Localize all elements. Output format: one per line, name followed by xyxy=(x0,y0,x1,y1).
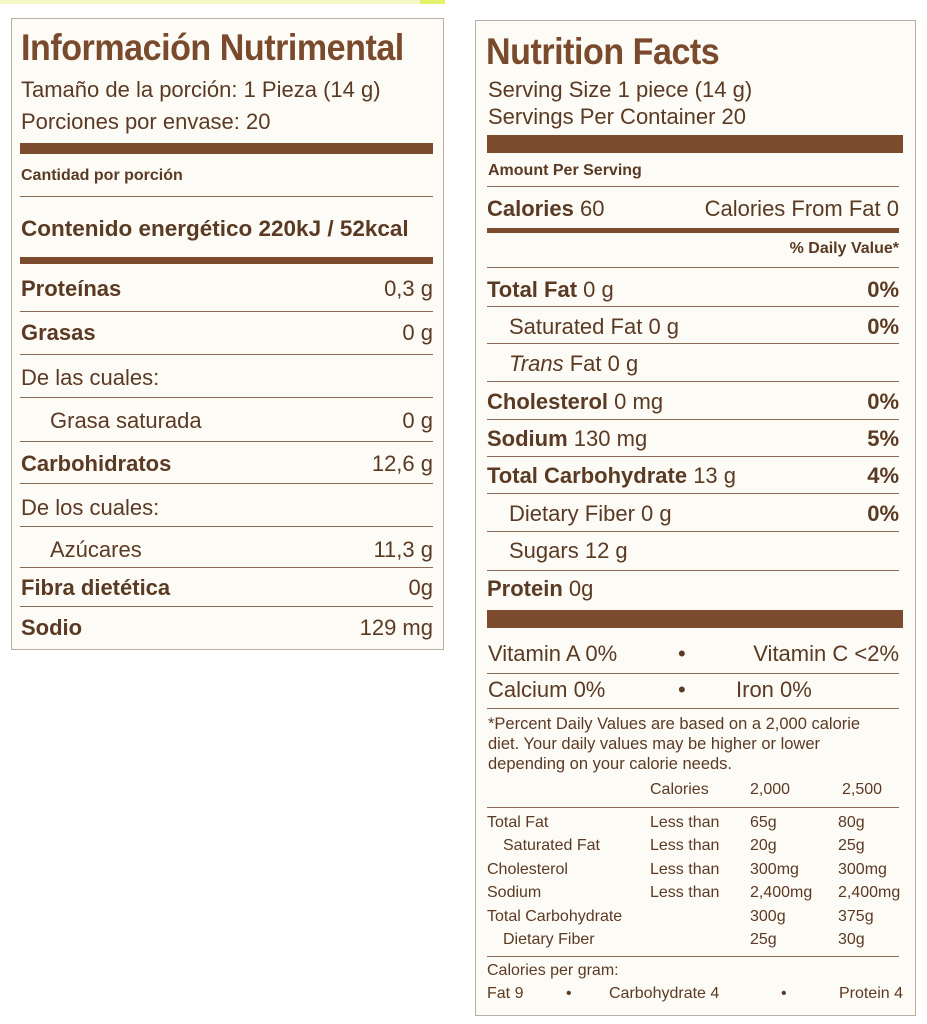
es-energy-content: Contenido energético 220kJ / 52kcal xyxy=(21,216,409,241)
en-footnote-line-1: *Percent Daily Values are based on a 2,000 calorie xyxy=(488,715,861,733)
es-row-label: Proteínas xyxy=(21,276,122,301)
en-row-label: Saturated Fat xyxy=(509,314,643,339)
en-dv-row-2000: 300g xyxy=(750,908,786,925)
en-dv-row-2500: 300mg xyxy=(838,861,887,878)
en-row-amount: 0 g xyxy=(641,501,672,526)
en-dv-row-label: Saturated Fat xyxy=(503,837,600,854)
en-vitamin-a: Vitamin A 0% xyxy=(488,641,618,666)
en-row-label: Protein xyxy=(487,576,563,601)
es-divider xyxy=(20,441,433,442)
es-divider xyxy=(20,354,433,355)
en-row-label: Sugars xyxy=(509,538,579,563)
es-row-label: Fibra dietética xyxy=(21,575,171,600)
en-title: Nutrition Facts xyxy=(486,31,720,72)
en-dv-row-label: Cholesterol xyxy=(487,861,568,878)
en-divider xyxy=(487,531,899,532)
en-dv-row-2000: 300mg xyxy=(750,861,799,878)
en-divider xyxy=(487,570,899,571)
en-dv-row-label: Total Fat xyxy=(487,814,549,831)
es-row-label: Azúcares xyxy=(50,537,142,562)
en-row-label: Trans xyxy=(509,351,564,376)
es-divider xyxy=(20,483,433,484)
en-daily-value-header: % Daily Value* xyxy=(789,240,899,257)
en-protein-4: Protein 4 xyxy=(838,985,903,1002)
es-divider xyxy=(20,606,433,607)
es-row-value: 0 g xyxy=(402,320,433,345)
es-serving-size: Tamaño de la porción: 1 Pieza (14 g) xyxy=(21,77,381,102)
en-divider xyxy=(487,267,899,268)
en-row-label: Cholesterol xyxy=(487,389,609,414)
en-row-dv: 4% xyxy=(867,463,899,488)
es-amount-per-serving: Cantidad por porción xyxy=(21,167,183,184)
en-divider xyxy=(487,708,899,709)
en-dv-row-2000: 20g xyxy=(750,837,777,854)
top-edge-accent xyxy=(420,0,445,4)
en-row-dv: 0% xyxy=(867,501,899,526)
en-calories-label: Calories xyxy=(487,196,574,221)
en-row-amount: 0 g xyxy=(648,314,680,339)
en-divider xyxy=(487,381,899,382)
en-divider xyxy=(487,343,899,344)
english-nutrition-panel xyxy=(475,20,916,1016)
en-thick-divider-2 xyxy=(487,610,903,628)
en-row-amount: 0g xyxy=(568,576,594,601)
spanish-nutrition-panel xyxy=(11,18,444,650)
es-row-value: 0,3 g xyxy=(384,276,433,301)
en-row-amount: 0 g xyxy=(583,277,614,302)
es-row-value: 12,6 g xyxy=(371,451,433,476)
en-dv-row-qualifier: Less than xyxy=(650,884,720,901)
en-servings-per-container: Servings Per Container 20 xyxy=(488,104,747,129)
en-thick-divider-1 xyxy=(487,135,903,153)
en-dv-row-qualifier: Less than xyxy=(650,861,720,878)
en-dv-row-2500: 2,400mg xyxy=(838,884,901,901)
en-dv-row-2500: 80g xyxy=(838,814,865,831)
en-row-label: Sodium xyxy=(487,426,568,451)
es-divider xyxy=(20,567,433,568)
es-thick-divider-2 xyxy=(20,257,433,264)
en-iron: Iron 0% xyxy=(736,677,812,702)
en-calcium: Calcium 0% xyxy=(488,677,606,702)
en-row-label: Total Carbohydrate xyxy=(487,463,688,488)
en-bullet: • xyxy=(678,677,686,702)
es-row-label: Grasa saturada xyxy=(50,408,202,433)
en-vitamin-c: Vitamin C <2% xyxy=(753,641,899,666)
en-dv-row-qualifier: Less than xyxy=(650,837,720,854)
en-row-dv: 5% xyxy=(867,426,899,451)
es-divider xyxy=(20,196,433,197)
en-bullet: • xyxy=(566,985,572,1002)
en-row-dv: 0% xyxy=(867,277,899,302)
en-row-amount: 0 mg xyxy=(614,389,664,414)
es-row-value: 129 mg xyxy=(359,615,433,640)
en-footnote-line-3: depending on your calorie needs. xyxy=(488,755,733,773)
en-bullet: • xyxy=(781,985,787,1002)
en-dv-row-label: Dietary Fiber xyxy=(503,931,595,948)
en-fat-9: Fat 9 xyxy=(487,985,524,1002)
en-dv-row-qualifier: Less than xyxy=(650,814,720,831)
es-row-value: 11,3 g xyxy=(373,537,433,562)
en-calories-per-gram: Calories per gram: xyxy=(487,962,619,979)
en-divider xyxy=(487,956,899,957)
en-dv-head-2500: 2,500 xyxy=(842,781,883,798)
es-row-label: De los cuales: xyxy=(21,495,160,520)
es-thick-divider-1 xyxy=(20,143,433,154)
en-divider xyxy=(487,306,899,307)
en-divider xyxy=(487,419,899,420)
es-row-label: De las cuales: xyxy=(21,365,160,390)
es-divider xyxy=(20,311,433,312)
en-calories-from-fat: Calories From Fat 0 xyxy=(704,196,899,221)
en-dv-row-2500: 375g xyxy=(838,908,874,925)
en-medium-divider xyxy=(487,228,899,233)
en-dv-row-label: Total Carbohydrate xyxy=(487,908,623,925)
en-divider xyxy=(487,673,899,674)
en-divider xyxy=(487,186,899,187)
es-row-value: 0 g xyxy=(402,408,433,433)
en-dv-head-2000: 2,000 xyxy=(750,781,791,798)
en-row-amount: 130 mg xyxy=(573,426,648,451)
en-row-dv: 0% xyxy=(867,389,899,414)
en-row-label: Total Fat xyxy=(487,277,578,302)
en-amount-per-serving: Amount Per Serving xyxy=(488,162,642,179)
top-edge-strip xyxy=(0,0,445,4)
en-dv-row-2500: 30g xyxy=(838,931,865,948)
es-row-label: Sodio xyxy=(21,615,83,640)
en-row-label: Dietary Fiber xyxy=(509,501,635,526)
es-row-label: Carbohidratos xyxy=(21,451,172,476)
es-title: Información Nutrimental xyxy=(21,27,404,68)
es-divider xyxy=(20,397,433,398)
en-dv-row-2000: 65g xyxy=(750,814,777,831)
en-divider xyxy=(487,456,899,457)
en-footnote-line-2: diet. Your daily values may be higher or lower xyxy=(488,735,821,753)
en-carbohydrate-4: Carbohydrate 4 xyxy=(609,985,720,1002)
es-row-value: 0g xyxy=(408,575,433,600)
es-divider xyxy=(20,526,433,527)
en-dv-row-label: Sodium xyxy=(487,884,542,901)
en-row-amount: 12 g xyxy=(584,538,628,563)
en-divider xyxy=(487,807,899,808)
en-dv-head-calories: Calories xyxy=(650,781,709,798)
en-serving-size: Serving Size 1 piece (14 g) xyxy=(488,77,753,102)
en-dv-row-2000: 2,400mg xyxy=(750,884,813,901)
en-dv-row-2000: 25g xyxy=(750,931,777,948)
en-row-amount: 13 g xyxy=(693,463,737,488)
es-servings-per-container: Porciones por envase: 20 xyxy=(21,109,271,134)
en-divider xyxy=(487,493,899,494)
en-dv-row-2500: 25g xyxy=(838,837,865,854)
es-row-label: Grasas xyxy=(21,320,96,345)
en-bullet: • xyxy=(678,641,686,666)
en-row-dv: 0% xyxy=(867,314,899,339)
en-row-amount: Fat 0 g xyxy=(569,351,639,376)
en-calories-value: 60 xyxy=(579,196,605,221)
